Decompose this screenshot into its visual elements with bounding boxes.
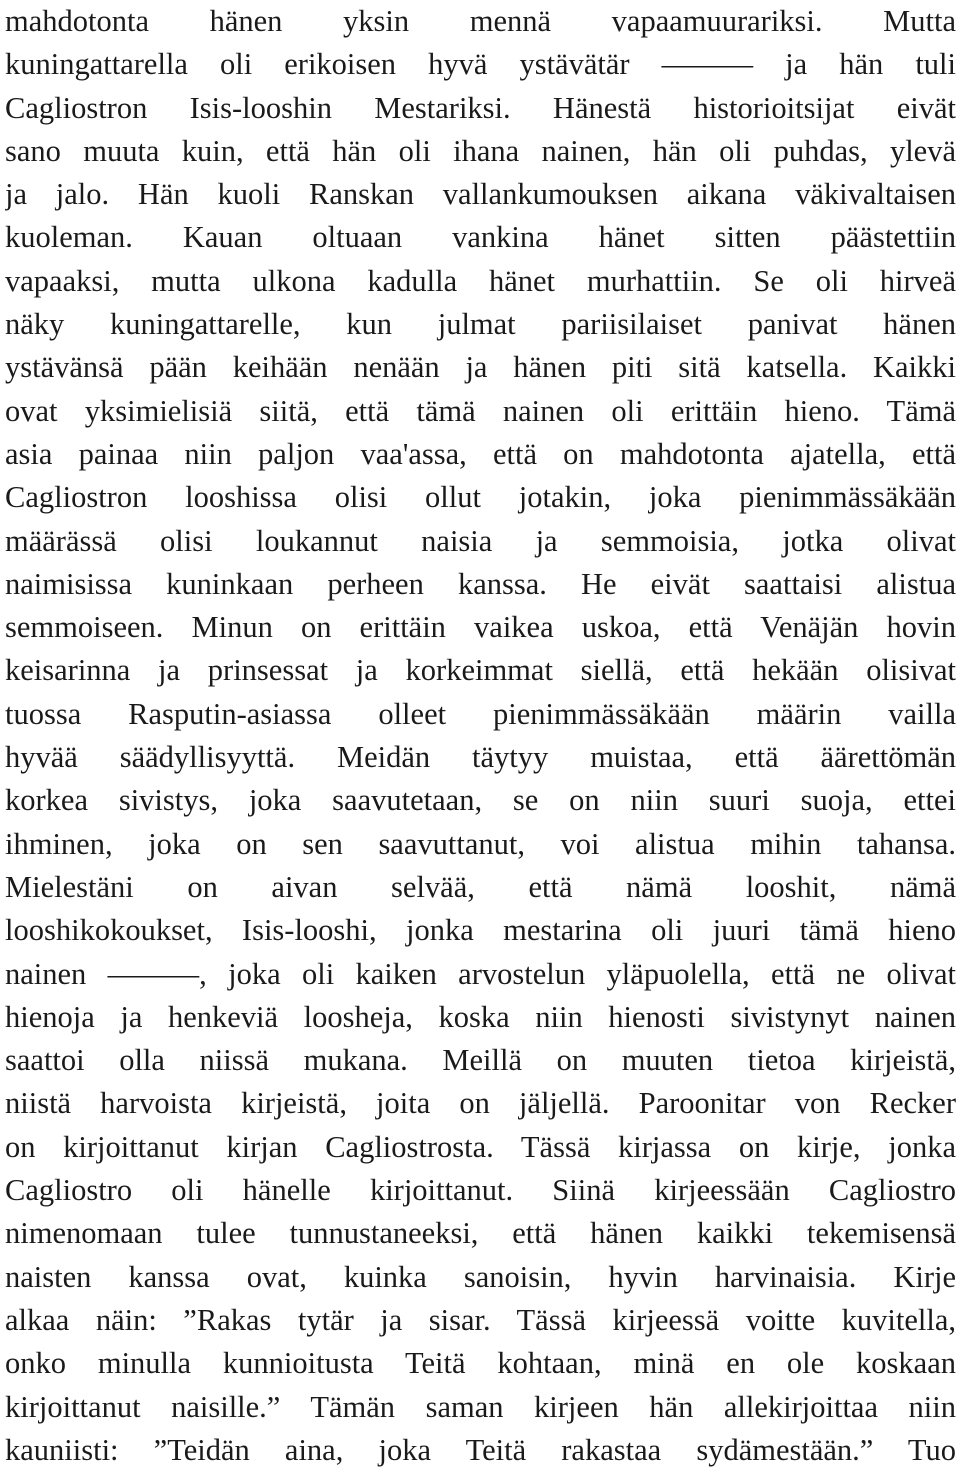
text-line: tuossa Rasputin-asiassa olleet pienimmässäkään määrin vailla xyxy=(5,696,956,731)
text-line: naimisissa kuninkaan perheen kanssa. He eivät saattaisi alistua xyxy=(5,566,956,601)
text-line: mahdotonta hänen yksin mennä vapaamuurariksi. Mutta xyxy=(5,4,956,38)
text-line: nimenomaan tulee tunnustaneeksi, että hänen kaikki tekemisensä xyxy=(5,1216,956,1251)
text-line: vapaaksi, mutta ulkona kadulla hänet murhattiin. Se oli hirveä xyxy=(5,263,956,298)
text-line: Mielestäni on aivan selvää, että nämä looshit, nämä xyxy=(5,869,956,904)
text-line: onko minulla kunnioitusta Teitä kohtaan, minä en ole koskaan xyxy=(5,1346,956,1381)
text-line: ystävänsä pään keihään nenään ja hänen piti sitä katsella. Kaikki xyxy=(5,350,956,385)
text-line: kuningattarella oli erikoisen hyvä ystävätär ——— ja hän tuli xyxy=(5,47,956,82)
text-line: semmoiseen. Minun on erittäin vaikea uskoa, että Venäjän hovin xyxy=(5,610,956,645)
text-line: looshikokoukset, Isis-looshi, jonka mestarina oli juuri tämä hieno xyxy=(5,913,956,948)
text-line: näky kuningattarelle, kun julmat pariisilaiset panivat hänen xyxy=(5,307,956,342)
text-line: asia painaa niin paljon vaa'assa, että on mahdotonta ajatella, että xyxy=(5,436,956,471)
text-line: korkea sivistys, joka saavutetaan, se on niin suuri suoja, ettei xyxy=(5,783,956,818)
text-line: ihminen, joka on sen saavuttanut, voi alistua mihin tahansa. xyxy=(5,826,956,861)
text-line: naisten kanssa ovat, kuinka sanoisin, hyvin harvinaisia. Kirje xyxy=(5,1259,956,1294)
text-line: niistä harvoista kirjeistä, joita on jäljellä. Paroonitar von Recker xyxy=(5,1086,956,1121)
text-line: hienoja ja henkeviä loosheja, koska niin hienosti sivistynyt nainen xyxy=(5,999,956,1034)
text-line: on kirjoittanut kirjan Cagliostrosta. Tässä kirjassa on kirje, jonka xyxy=(5,1129,956,1164)
text-line: alkaa näin: ”Rakas tytär ja sisar. Tässä kirjeessä voitte kuvitella, xyxy=(5,1302,956,1337)
text-line: sano muuta kuin, että hän oli ihana nainen, hän oli puhdas, ylevä xyxy=(5,133,956,168)
text-line: keisarinna ja prinsessat ja korkeimmat siellä, että hekään olisivat xyxy=(5,653,956,688)
text-line: ovat yksimielisiä siitä, että tämä nainen oli erittäin hieno. Tämä xyxy=(5,393,956,428)
text-line: Cagliostron looshissa olisi ollut jotakin, joka pienimmässäkään xyxy=(5,480,956,515)
text-line: saattoi olla niissä mukana. Meillä on muuten tietoa kirjeistä, xyxy=(5,1043,956,1078)
text-line: hyvää säädyllisyyttä. Meidän täytyy muistaa, että äärettömän xyxy=(5,740,956,775)
body-text xyxy=(5,0,956,1472)
text-line: nainen ———, joka oli kaiken arvostelun yläpuolella, että ne olivat xyxy=(5,956,956,991)
text-line: kirjoittanut naisille.” Tämän saman kirjeen hän allekirjoittaa niin xyxy=(5,1389,956,1424)
text-line: ja jalo. Hän kuoli Ranskan vallankumouksen aikana väkivaltaisen xyxy=(5,177,956,212)
text-line: Cagliostro oli hänelle kirjoittanut. Siinä kirjeessään Cagliostro xyxy=(5,1173,956,1208)
text-line: määrässä olisi loukannut naisia ja semmoisia, jotka olivat xyxy=(5,523,956,558)
text-line: Cagliostron Isis-looshin Mestariksi. Hänestä historioitsijat eivät xyxy=(5,90,956,125)
text-line: kuoleman. Kauan oltuaan vankina hänet sitten päästettiin xyxy=(5,220,956,255)
text-line: kauniisti: ”Teidän aina, joka Teitä rakastaa sydämestään.” Tuo xyxy=(5,1432,956,1467)
